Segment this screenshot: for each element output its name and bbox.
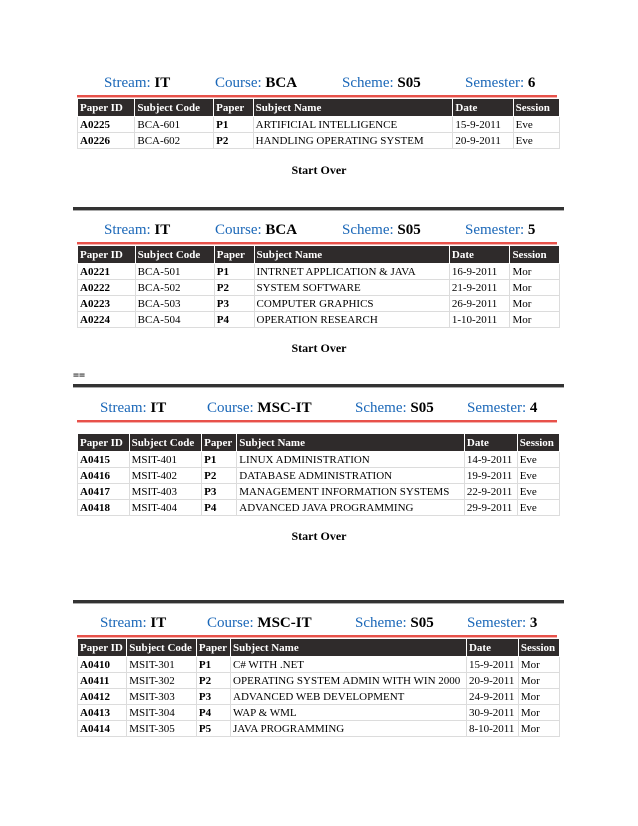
- block-header: [0, 222, 638, 244]
- column-header: Paper ID: [78, 99, 135, 117]
- table-cell: BCA-504: [135, 312, 214, 328]
- table-cell: BCA-601: [135, 117, 214, 133]
- semester-value: 5: [527, 222, 536, 238]
- table-row: [78, 264, 560, 280]
- table-row: [78, 296, 560, 312]
- table-row: [78, 484, 560, 500]
- course-label: Course:: [207, 400, 254, 416]
- table-cell: P3: [196, 689, 230, 705]
- stream-value: IT: [150, 400, 167, 416]
- column-header: Subject Code: [129, 434, 202, 452]
- table-cell: P1: [196, 657, 230, 673]
- table-cell: Mor: [518, 673, 559, 689]
- table-cell: Mor: [518, 657, 559, 673]
- equals-marker: ==: [73, 370, 86, 381]
- section-divider: [73, 207, 564, 210]
- table-cell: ARTIFICIAL INTELLIGENCE: [253, 117, 453, 133]
- table-cell: Mor: [518, 721, 559, 737]
- exam-table: [77, 433, 560, 516]
- table-cell: P4: [214, 312, 254, 328]
- column-header: Subject Name: [237, 434, 465, 452]
- column-header: Session: [518, 639, 559, 657]
- column-header: Paper: [196, 639, 230, 657]
- section-divider: [73, 600, 564, 603]
- exam-table: [77, 638, 560, 737]
- table-header-row: [78, 99, 560, 117]
- table-cell: DATABASE ADMINISTRATION: [237, 468, 465, 484]
- table-cell: Mor: [510, 264, 560, 280]
- semester-label: Semester:: [465, 222, 525, 238]
- stream-label: Stream:: [100, 400, 147, 416]
- table-cell: A0411: [78, 673, 127, 689]
- stream-label: Stream:: [104, 222, 151, 238]
- table-cell: 24-9-2011: [466, 689, 518, 705]
- table-cell: BCA-501: [135, 264, 214, 280]
- table-cell: A0413: [78, 705, 127, 721]
- table-cell: A0418: [78, 500, 130, 516]
- table-row: [78, 280, 560, 296]
- table-cell: P1: [214, 117, 254, 133]
- course-value: MSC-IT: [257, 615, 312, 631]
- exam-table: [77, 98, 560, 149]
- table-cell: MSIT-404: [129, 500, 202, 516]
- start-over-link[interactable]: Start Over: [291, 529, 347, 543]
- table-cell: MANAGEMENT INFORMATION SYSTEMS: [237, 484, 465, 500]
- table-cell: A0415: [78, 452, 130, 468]
- column-header: Date: [453, 99, 513, 117]
- table-row: [78, 312, 560, 328]
- semester-label: Semester:: [465, 75, 525, 91]
- course-value: BCA: [265, 75, 298, 91]
- table-cell: A0225: [78, 117, 135, 133]
- table-cell: MSIT-304: [127, 705, 197, 721]
- header-underline: [77, 420, 557, 422]
- semester-label: Semester:: [467, 615, 527, 631]
- table-cell: P2: [202, 468, 237, 484]
- table-cell: P2: [196, 673, 230, 689]
- scheme-value: S05: [397, 222, 421, 238]
- table-cell: Eve: [517, 452, 559, 468]
- table-cell: Mor: [510, 296, 560, 312]
- block-header: [0, 400, 638, 422]
- table-header-row: [78, 246, 560, 264]
- table-cell: A0221: [78, 264, 136, 280]
- table-cell: A0224: [78, 312, 136, 328]
- course-label: Course:: [215, 75, 262, 91]
- table-cell: OPERATION RESEARCH: [254, 312, 449, 328]
- column-header: Subject Code: [127, 639, 197, 657]
- table-cell: 22-9-2011: [464, 484, 517, 500]
- block-header: [0, 615, 638, 637]
- table-row: [78, 452, 560, 468]
- table-cell: 20-9-2011: [453, 133, 513, 149]
- table-cell: A0412: [78, 689, 127, 705]
- header-underline: [77, 242, 557, 244]
- table-cell: A0410: [78, 657, 127, 673]
- table-cell: 30-9-2011: [466, 705, 518, 721]
- column-header: Session: [517, 434, 559, 452]
- scheme-label: Scheme:: [342, 75, 394, 91]
- table-row: [78, 721, 560, 737]
- column-header: Date: [464, 434, 517, 452]
- block-header: [0, 75, 638, 97]
- table-cell: A0417: [78, 484, 130, 500]
- column-header: Session: [513, 99, 559, 117]
- table-cell: 20-9-2011: [466, 673, 518, 689]
- table-cell: Mor: [518, 705, 559, 721]
- start-over-link[interactable]: Start Over: [291, 341, 347, 355]
- table-cell: Mor: [510, 280, 560, 296]
- stream-value: IT: [154, 75, 171, 91]
- semester-value: 6: [527, 75, 536, 91]
- semester-value: 4: [529, 400, 538, 416]
- table-cell: P2: [214, 280, 254, 296]
- table-cell: LINUX ADMINISTRATION: [237, 452, 465, 468]
- stream-value: IT: [150, 615, 167, 631]
- table-cell: SYSTEM SOFTWARE: [254, 280, 449, 296]
- table-cell: A0226: [78, 133, 135, 149]
- table-cell: P3: [214, 296, 254, 312]
- header-underline: [77, 95, 557, 97]
- table-cell: 8-10-2011: [466, 721, 518, 737]
- table-row: [78, 673, 560, 689]
- semester-value: 3: [529, 615, 538, 631]
- column-header: Date: [466, 639, 518, 657]
- table-cell: MSIT-401: [129, 452, 202, 468]
- scheme-label: Scheme:: [355, 615, 407, 631]
- column-header: Subject Name: [254, 246, 449, 264]
- table-cell: A0223: [78, 296, 136, 312]
- column-header: Paper: [202, 434, 237, 452]
- table-cell: 14-9-2011: [464, 452, 517, 468]
- table-cell: Eve: [517, 484, 559, 500]
- header-underline: [77, 635, 557, 637]
- column-header: Paper ID: [78, 639, 127, 657]
- table-cell: P2: [214, 133, 254, 149]
- scheme-label: Scheme:: [355, 400, 407, 416]
- column-header: Paper ID: [78, 246, 136, 264]
- scheme-value: S05: [410, 615, 434, 631]
- table-cell: A0414: [78, 721, 127, 737]
- table-cell: P3: [202, 484, 237, 500]
- course-value: BCA: [265, 222, 298, 238]
- column-header: Subject Name: [231, 639, 467, 657]
- table-cell: P1: [214, 264, 254, 280]
- column-header: Date: [449, 246, 510, 264]
- table-cell: 19-9-2011: [464, 468, 517, 484]
- column-header: Paper ID: [78, 434, 130, 452]
- table-row: [78, 500, 560, 516]
- table-cell: HANDLING OPERATING SYSTEM: [253, 133, 453, 149]
- table-cell: Eve: [517, 500, 559, 516]
- table-cell: A0222: [78, 280, 136, 296]
- table-cell: P5: [196, 721, 230, 737]
- table-cell: Eve: [513, 133, 559, 149]
- table-cell: MSIT-302: [127, 673, 197, 689]
- table-row: [78, 705, 560, 721]
- table-cell: MSIT-303: [127, 689, 197, 705]
- table-row: [78, 117, 560, 133]
- column-header: Subject Name: [253, 99, 453, 117]
- table-cell: P4: [196, 705, 230, 721]
- table-cell: 29-9-2011: [464, 500, 517, 516]
- scheme-value: S05: [410, 400, 434, 416]
- course-value: MSC-IT: [257, 400, 312, 416]
- scheme-value: S05: [397, 75, 421, 91]
- exam-table: [77, 245, 560, 328]
- table-row: [78, 468, 560, 484]
- table-cell: BCA-502: [135, 280, 214, 296]
- table-cell: COMPUTER GRAPHICS: [254, 296, 449, 312]
- table-cell: JAVA PROGRAMMING: [231, 721, 467, 737]
- table-cell: ADVANCED JAVA PROGRAMMING: [237, 500, 465, 516]
- semester-label: Semester:: [467, 400, 527, 416]
- column-header: Paper: [214, 246, 254, 264]
- table-cell: BCA-602: [135, 133, 214, 149]
- table-cell: ADVANCED WEB DEVELOPMENT: [231, 689, 467, 705]
- table-cell: 15-9-2011: [453, 117, 513, 133]
- table-cell: Mor: [510, 312, 560, 328]
- column-header: Session: [510, 246, 560, 264]
- table-cell: MSIT-402: [129, 468, 202, 484]
- table-header-row: [78, 639, 560, 657]
- column-header: Subject Code: [135, 246, 214, 264]
- course-label: Course:: [207, 615, 254, 631]
- table-cell: Eve: [517, 468, 559, 484]
- stream-label: Stream:: [104, 75, 151, 91]
- table-cell: 15-9-2011: [466, 657, 518, 673]
- table-cell: C# WITH .NET: [231, 657, 467, 673]
- table-cell: Mor: [518, 689, 559, 705]
- table-cell: BCA-503: [135, 296, 214, 312]
- table-cell: INTRNET APPLICATION & JAVA: [254, 264, 449, 280]
- table-cell: MSIT-301: [127, 657, 197, 673]
- table-cell: MSIT-305: [127, 721, 197, 737]
- table-cell: WAP & WML: [231, 705, 467, 721]
- table-cell: A0416: [78, 468, 130, 484]
- table-cell: 21-9-2011: [449, 280, 510, 296]
- table-cell: Eve: [513, 117, 559, 133]
- table-header-row: [78, 434, 560, 452]
- table-cell: OPERATING SYSTEM ADMIN WITH WIN 2000: [231, 673, 467, 689]
- section-divider: [73, 384, 564, 387]
- table-cell: MSIT-403: [129, 484, 202, 500]
- scheme-label: Scheme:: [342, 222, 394, 238]
- column-header: Paper: [214, 99, 254, 117]
- table-row: [78, 657, 560, 673]
- table-cell: P4: [202, 500, 237, 516]
- table-cell: 1-10-2011: [449, 312, 510, 328]
- start-over-link[interactable]: Start Over: [291, 163, 347, 177]
- table-cell: P1: [202, 452, 237, 468]
- column-header: Subject Code: [135, 99, 214, 117]
- table-row: [78, 689, 560, 705]
- course-label: Course:: [215, 222, 262, 238]
- stream-label: Stream:: [100, 615, 147, 631]
- table-cell: 26-9-2011: [449, 296, 510, 312]
- table-row: [78, 133, 560, 149]
- table-cell: 16-9-2011: [449, 264, 510, 280]
- stream-value: IT: [154, 222, 171, 238]
